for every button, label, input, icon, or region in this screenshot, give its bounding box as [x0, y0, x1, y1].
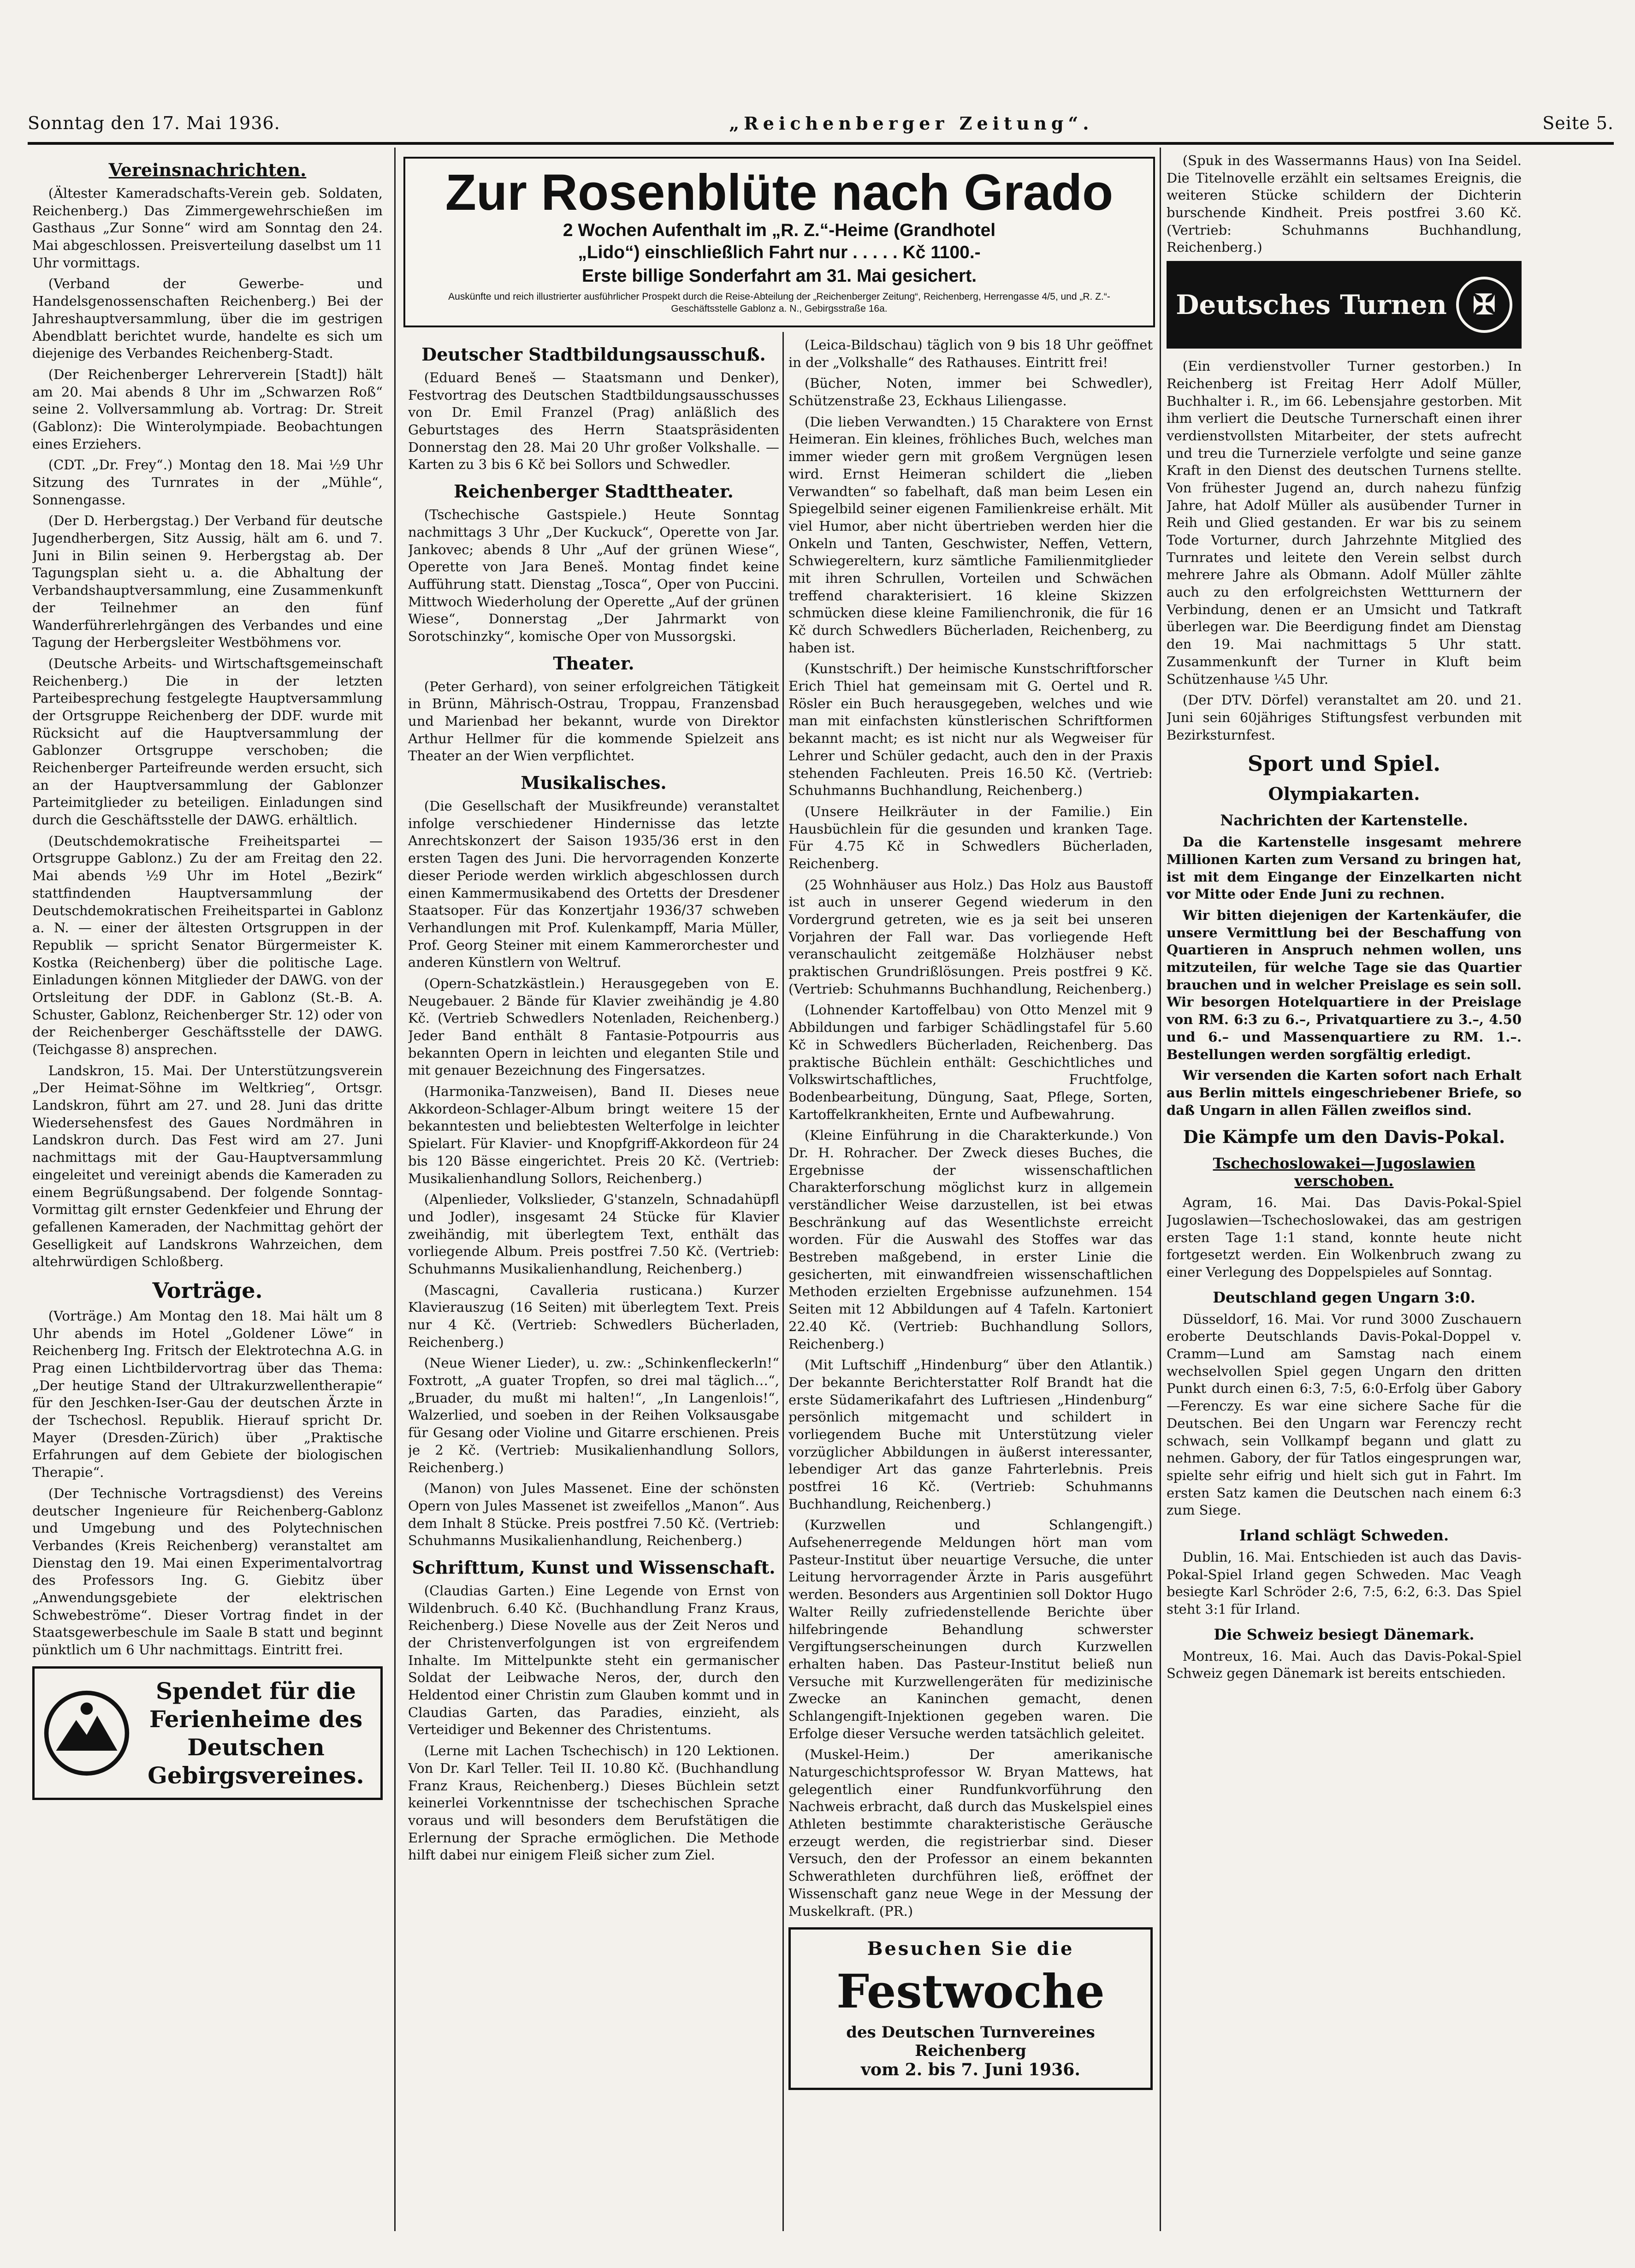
article-paragraph: Düsseldorf, 16. Mai. Vor rund 3000 Zuschauern eroberte Deutschlands Davis-Pokal-Doppel v. Cramm—Lund am Samstag nach einem wechselvollen Spiel gegen Ungarn den dritten Punkt durch einen 6:3, 7:5, 6:0-Erfolg über Gabory—Ferenczy. Es war eine sichere Sache für die Deutschen. Bei den Ungarn war Ferenczy recht schwach, sein Vollkampf begann und glatt zu nehmen. Gabory, der für Tatlos eingesprungen war, spielte sehr eifrig und hielt sich gut in Fahrt. Im ersten Satz kamen die Deutschen nach einem 6:3 zum Siege. [1167, 1311, 1522, 1518]
grado-ad-title: Zur Rosenblüte nach Grado [445, 164, 1114, 221]
article-paragraph: Montreux, 16. Mai. Auch das Davis-Pokal-Spiel Schweiz gegen Dänemark ist bereits entschieden. [1167, 1648, 1522, 1682]
section-heading-vortraege: Vorträge. [152, 1278, 263, 1303]
article-paragraph: (Alpenlieder, Volkslieder, G'stanzeln, Schnadahüpfl und Jodler), insgesamt 24 Stücke für Klavier zweihändig, mit überlegtem Text, enthält das vorliegende Album. Preis postfrei 7.50 Kč. (Vertrieb: Schuhmanns Musikalienhandlung, Reichenberg.) [408, 1191, 779, 1277]
article-paragraph: (25 Wohnhäuser aus Holz.) Das Holz aus Baustoff ist auch in unserer Gegend wiederum in den Vordergrund getreten, wie es ja seit bei unseren Vorjahren der Fall war. Das vorliegende Heft veranschaulicht zeitgemäße Holzhäuser nebst praktischen Grundrißlösungen. Preis postfrei 9 Kč. (Vertrieb: Schuhmanns Buchhandlung, Reichenberg.) [788, 876, 1153, 997]
article-paragraph: (Der DTV. Dörfel) veranstaltet am 20. und 21. Juni sein 60jähriges Stiftungsfest verbunden mit Bezirksturnfest. [1167, 692, 1522, 743]
article-paragraph: (Ältester Kameradschafts-Verein geb. Soldaten, Reichenberg.) Das Zimmergewehrschießen im Gasthaus „Zur Sonne“ wird am Sonntag den 24. Mai abgeschlossen. Preisverteilung daselbst um 11 Uhr vormittags. [32, 185, 383, 271]
article-paragraph: (Kurzwellen und Schlangengift.) Aufsehenerregende Meldungen hört man vom Pasteur-Institut über neuartige Versuche, die unter Leitung hervorragender Ärzte in Paris ausgeführt werden. Besonders aus Argentinien soll Doktor Hugo Walter Reilly zufriedenstellende Berichte über hilfebringende Behandlung schwerster Vergiftungserscheinungen durch Kurzwellen erhalten haben. Das Pasteur-Institut beließ nun Versuche mit Kurzwellengeräten für medizinische Zwecke an Kaninchen gemacht, denen Schlangengift-Injektionen gegeben waren. Die Erfolge dieser Versuche werden tatsächlich geleitet. [788, 1517, 1153, 1741]
page-header [28, 113, 1614, 145]
article-paragraph: (Die lieben Verwandten.) 15 Charaktere von Ernst Heimeran. Ein kleines, fröhliches Buch, welches man immer wieder gern mit großem Vergnügen lesen wird. Ernst Heimeran schildert die „lieben Verwandten“ so fabelhaft, daß man beim Lesen ein Spiegelbild seiner eigenen Familienkreise erhält. Mit viel Humor, aber nicht übertrieben werden hier die Onkeln und Tanten, Geschwister, Neffen, Vettern, Schwiegereltern, kurz sämtliche Familienmitglieder mit ihren Schrullen, Vorteilen und Schwächen treffend charakterisiert. 16 kleine Skizzen schmücken diese kleine Familienchronik, die für 16 Kč durch Schwedlers Bücherladen, Reichenberg, zu haben ist. [788, 414, 1153, 656]
turner-cross-icon: ✠ [1456, 277, 1512, 333]
column-4 [1167, 152, 1522, 2250]
article-paragraph: (Manon) von Jules Massenet. Eine der schönsten Opern von Jules Massenet ist zweifellos „Manon“. Aus dem Inhalt 8 Stücke. Preis postfrei 7.50 Kč. (Vertrieb: Schuhmanns Musikalienhandlung, Reichenberg.) [408, 1480, 779, 1549]
article-paragraph: (Unsere Heilkräuter in der Familie.) Ein Hausbüchlein für die gesunden und kranken Tage. Für 4.75 Kč in Schwedlers Bücherladen, Reichenberg. [788, 803, 1153, 871]
article-paragraph: (Lohnender Kartoffelbau) von Otto Menzel mit 9 Abbildungen und farbiger Schädlingstafel für 5.60 Kč in Schwedlers Bücherladen, Reichenberg. Das praktische Büchlein enthält: Geschichtliches und Volkswirtschaftliches, Fruchtfolge, Bodenbearbeitung, Düngung, Saat, Pflege, Sorten, Kartoffelkrankheiten, Ernte und Aufbewahrung. [788, 1002, 1153, 1122]
gebirgsverein-emblem-icon [43, 1689, 130, 1777]
deutsches-turnen-text: Deutsches Turnen [1176, 289, 1447, 321]
grado-travel-advertisement [403, 157, 1155, 327]
column-divider [782, 332, 784, 2231]
article-paragraph: (Leica-Bildschau) täglich von 9 bis 18 Uhr geöffnet in der „Volkshalle“ des Rathauses. Eintritt frei! [788, 337, 1153, 370]
section-heading-musikalisches: Musikalisches. [521, 772, 667, 794]
section-heading-vereinsnachrichten: Vereinsnachrichten. [108, 160, 307, 180]
ferienheime-ad-text: Spendet für die Ferienheime des Deutschen Gebirgsvereines. [148, 1677, 364, 1789]
grado-ad-subline: Erste billige Sonderfahrt am 31. Mai gesichert. [581, 266, 977, 286]
festwoche-ad-dates: vom 2. bis 7. Juni 1936. [861, 2060, 1080, 2080]
festwoche-advertisement [788, 1927, 1153, 2090]
column-divider [1160, 148, 1161, 2231]
article-paragraph: (Deutschdemokratische Freiheitspartei — Ortsgruppe Gablonz.) Zu der am Freitag den 22. Mai abends ½9 Uhr im Hotel „Bezirk“ stattfindenden Hauptversammlung der Deutschdemokratischen Freiheitspartei in Gablonz a. N. — einer der ältesten Ortsgruppen in der Republik — spricht Senator Bürgermeister K. Kostka (Reichenberg) über die politische Lage. Einladungen können Mitglieder der DAWG. von der Ortsleitung der DDF. in Gablonz (St.-B. A. Schuster, Gablonz, Reichenberger Str. 12) oder von der Reichenberger Geschäftsstelle der DAWG. (Teichgasse 8) ansprechen. [32, 833, 383, 1057]
header-masthead: „Reichenberger Zeitung“. [729, 113, 1094, 134]
article-paragraph: (Ein verdienstvoller Turner gestorben.) In Reichenberg ist Freitag Herr Adolf Müller, Buchhalter i. R., im 66. Lebensjahre gestorben. Mit ihm verliert die Deutsche Turnerschaft einen ihrer verdienstvollsten Mitarbeiter, der stets aufrecht und treu die Turnerziele verfolgte und seine ganze Kraft in den Dienst des deutschen Turnens stellte. Von frühester Jugend an, durch nahezu fünfzig Jahre, hat Adolf Müller als ausübender Turner in Reih und Glied gestanden. Er war bis zu seinem Tode Vorturner, durch Jahrzehnte Mitglied des Turnrates und leitete den Verein selbst durch mehrere Jahre als Obmann. Adolf Müller zählte auch zu den erfolgreichsten Wettturnern der Verbindung, denen er an Umsicht und Tatkraft überlegen war. Die Beerdigung findet am Dienstag den 19. Mai nachmittags 5 Uhr statt. Zusammenkunft der Turner in Kluft beim Schützenhause ¼5 Uhr. [1167, 358, 1522, 687]
article-paragraph: (Lerne mit Lachen Tschechisch) in 120 Lektionen. Von Dr. Karl Teller. Teil II. 10.80 Kč. (Buchhandlung Franz Kraus, Reichenberg.) Dieses Büchlein setzt keinerlei Vorkenntnisse der tschechischen Sprache voraus und will besonders dem Berufstätigen die Erlernung der Sprache ermöglichen. Die Methode hilft dabei nur einigem Fleiß sicher zum Ziel. [408, 1743, 779, 1863]
column-1 [32, 152, 383, 2250]
subheading-schweiz-daenemark: Die Schweiz besiegt Dänemark. [1214, 1625, 1475, 1643]
article-paragraph: (Mascagni, Cavalleria rusticana.) Kurzer Klavierauszug (16 Seiten) mit überlegtem Text. Preis nur 4 Kč. (Vertrieb: Schwedlers Bücherladen, Reichenberg.) [408, 1282, 779, 1350]
article-paragraph: (Spuk in des Wassermanns Haus) von Ina Seidel. Die Titelnovelle erzählt ein seltsames Ereignis, die weiteren Stücke schildern der Dichterin burschende Kindheit. Preis postfrei 3.60 Kč. (Vertrieb: Schuhmanns Buchhandlung, Reichenberg.) [1167, 153, 1522, 255]
section-heading-olympiakarten: Olympiakarten. [1268, 783, 1420, 805]
article-paragraph: (Bücher, Noten, immer bei Schwedler), Schützenstraße 23, Eckhaus Liliengasse. [788, 375, 1153, 409]
column-3 [788, 337, 1153, 2250]
article-paragraph: (Der D. Herbergstag.) Der Verband für deutsche Jugendherbergen, Sitz Aussig, hält am 6. und 7. Juni in Bilin seinen 9. Herbergstag ab. Der Tagungsplan sieht u. a. die Abhaltung der Verbandshauptversammlung, eine Zusammenkunft der Teilnehmer an den fünf Wanderführerlehrgängen des Verbandes und eine Tagung der Herbergsleiter Westböhmens vor. [32, 513, 383, 651]
article-paragraph: (Der Technische Vortragsdienst) des Vereins deutscher Ingenieure für Reichenberg-Gablonz und Umgebung und des Polytechnischen Verbandes (Kreis Reichenberg) veranstaltet am Dienstag den 19. Mai einen Experimentalvortrag des Professors Ing. G. Giebitz über „Anwendungsgebiete der elektrischen Schwebeströme“. Dieser Vortrag findet in der Staatsgewerbeschule im Saale B statt und beginnt pünktlich um 6 Uhr nachmittags. Eintritt frei. [32, 1485, 383, 1658]
article-paragraph: (Claudias Garten.) Eine Legende von Ernst von Wildenbruch. 6.40 Kč. (Buchhandlung Franz Kraus, Reichenberg.) Diese Novelle aus der Zeit Neros und der Christenverfolgungen ist von ergreifendem Inhalte. Im Mittelpunkte steht ein germanischer Soldat der Leibwache Neros, der, durch den Heldentod einer Christin zum Glauben kommt und in Claudias Garten, das Paradies, einzieht, als Verteidiger und Bekenner des Christentums. [408, 1582, 779, 1738]
article-paragraph: (Kleine Einführung in die Charakterkunde.) Von Dr. H. Rohracher. Der Zweck dieses Buches, die Ergebnisse der wissenschaftlichen Charakterforschung möglichst kurz in allgemein verständlicher Weise darzustellen, ist bei etwas Beschränkung auf das Wesentlichste erreicht worden. Für die Auswahl des Stoffes war das Bestreben maßgebend, in erster Linie die gesicherten, mit einwandfreien wissenschaftlichen Methoden erzielten Ergebnisse aufzunehmen. 154 Seiten mit 12 Abbildungen auf 4 Tafeln. Kartoniert 22.40 Kč. (Vertrieb: Buchhandlung Sollors, Reichenberg.) [788, 1127, 1153, 1352]
section-heading-stadttheater: Reichenberger Stadttheater. [454, 481, 734, 502]
article-paragraph: (Opern-Schatzkästlein.) Herausgegeben von E. Neugebauer. 2 Bände für Klavier zweihändig je 4.80 Kč. (Vertrieb Schwedlers Notenladen, Reichenberg.) Jeder Band enthält 8 Fantasie-Potpourris aus bekannten Opern in leichten und eleganten Stile und mit genauer Bezeichnung des Fingersatzes. [408, 975, 779, 1078]
article-paragraph: (Harmonika-Tanzweisen), Band II. Dieses neue Akkordeon-Schlager-Album bringt weitere 15 der bekanntesten und beliebtesten Welterfolge in leichter Spielart. Für Klavier- und Knopfgriff-Akkordeon für 24 bis 120 Bässe eingerichtet. Preis 20 Kč. (Vertrieb: Musikalienhandlung Sollors, Reichenberg.) [408, 1084, 779, 1186]
article-paragraph: (Tschechische Gastspiele.) Heute Sonntag nachmittags 3 Uhr „Der Kuckuck“, Operette von Jar. Jankovec; abends 8 Uhr „Auf der grünen Wiese“, Operette von Jara Beneš. Montag findet keine Aufführung statt. Dienstag „Tosca“, Oper von Puccini. Mittwoch Wiederholung der Operette „Auf der grünen Wiese“, Donnerstag „Der Jahrmarkt von Sorotschinzky“, komische Oper von Mussorgski. [408, 507, 779, 644]
article-paragraph: Landskron, 15. Mai. Der Unterstützungsverein „Der Heimat-Söhne im Weltkrieg“, Ortsgr. Landskron, führt am 27. und 28. Juni das dritte Wiedersehensfest des Gaues Nordmähren in Landskron durch. Das Fest wird am 27. Juni nachmittags mit der Gau-Hauptversammlung eingeleitet und vereinigt abends die Kameraden zu einem Begrüßungsabend. Der folgende Sonntag-Vormittag gilt ernster Gedenkfeier und Ehrung der gefallenen Kameraden, der Nachmittag gehört der Geselligkeit auf Landskrons Wahrzeichen, dem altehrwürdigen Schloßberg. [32, 1062, 383, 1270]
article-paragraph: (Vorträge.) Am Montag den 18. Mai hält um 8 Uhr abends im Hotel „Goldener Löwe“ in Reichenberg Ing. Fritsch der Elektrotechna A.G. in Prag einen Lichtbildervortrag über das Thema: „Der heutige Stand der Ultrakurzwellentherapie“ für den Jeschken-Iser-Gau der deutschen Ärzte in der Tschechosl. Republik. Hierauf spricht Dr. Mayer (Dresden-Zürich) über „Praktische Erfahrungen auf dem Gebiete der biologischen Therapie“. [32, 1308, 383, 1480]
grado-ad-footer: Auskünfte und reich illustrierter ausführlicher Prospekt durch die Reise-Abteilung der „Reichenberger Zeitung“, Reichenberg, Herrengasse 4/5, und „R. Z.“-Geschäftsstelle Gablonz a. N., Gebirgsstraße 16a. [448, 291, 1110, 314]
article-paragraph: (Deutsche Arbeits- und Wirtschaftsgemeinschaft Reichenberg.) Die in der letzten Parteibesprechung festgelegte Hauptversammlung der Ortsgruppe Reichenberg der DDF. wurde mit Rücksicht auf die Hauptversammlung der Gablonzer Ortsgruppe verschoben; die Reichenberger Parteifreunde werden ersucht, sich an der Hauptversammlung der Gablonzer Parteimitglieder zu beteiligen. Einladungen sind durch die Geschäftsstelle der DAWG. erhältlich. [32, 655, 383, 828]
festwoche-ad-line: des Deutschen Turnvereines Reichenberg [846, 2023, 1095, 2061]
article-paragraph: Dublin, 16. Mai. Entschieden ist auch das Davis-Pokal-Spiel Irland gegen Schweden. Mac Veagh besiegte Karl Schröder 2:6, 7:5, 6:2, 6:3. Das Spiel steht 3:1 für Irland. [1167, 1549, 1522, 1617]
subheading-irland-schweden: Irland schlägt Schweden. [1239, 1526, 1449, 1544]
article-paragraph: Wir versenden die Karten sofort nach Erhalt aus Berlin mittels eingeschriebener Briefe, so daß Ungarn in allen Fällen zweiflos sind. [1167, 1067, 1522, 1118]
section-heading-stadtbildungsausschuss: Deutscher Stadtbildungsausschuß. [421, 344, 766, 365]
section-heading-sport: Sport und Spiel. [1247, 751, 1441, 776]
article-paragraph: (Muskel-Heim.) Der amerikanische Naturgeschichtsprofessor W. Bryan Mattews, hat gelegentlich einer Rundfunkvorführung den Nachweis erbracht, daß durch das Muskelspiel eines Athleten bestimmte charakteristische Geräusche erzeugt werden, die registrierbar sind. Dieser Versuch, den der Professor an einem bekannten Schwerathleten durchführen ließ, eröffnet der Wissenschaft ganz neue Wege in der Messung der Muskelkraft. (PR.) [788, 1747, 1153, 1919]
festwoche-ad-line: Besuchen Sie die [867, 1938, 1074, 1960]
subheading-deutschland-ungarn: Deutschland gegen Ungarn 3:0. [1213, 1288, 1475, 1306]
grado-ad-line: 2 Wochen Aufenthalt im „R. Z.“-Heime (Grandhotel [563, 220, 996, 240]
article-paragraph: (CDT. „Dr. Frey“.) Montag den 18. Mai ½9 Uhr Sitzung des Turnrates in der „Mühle“, Sonnengasse. [32, 457, 383, 508]
header-page-number: Seite 5. [1542, 113, 1614, 133]
subheading-davis-pokal: Tschechoslowakei—Jugoslawien verschoben. [1213, 1155, 1475, 1190]
article-paragraph: (Der Reichenberger Lehrerverein [Stadt]) hält am 20. Mai abends 8 Uhr im „Schwarzen Roß“ seine 2. Vollversammlung ab. Vortrag: Dr. Streit (Gablonz): Die Winterolympiade. Beobachtungen eines Erziehers. [32, 366, 383, 452]
article-paragraph: (Peter Gerhard), von seiner erfolgreichen Tätigkeit in Brünn, Mährisch-Ostrau, Troppau, Franzensbad und Marienbad her bekannt, wurde von Direktor Arthur Hellmer für die kommende Spielzeit ans Theater an der Wien verpflichtet. [408, 678, 779, 764]
ferienheime-advertisement [32, 1666, 383, 1800]
section-heading-theater: Theater. [553, 652, 634, 674]
header-date: Sonntag den 17. Mai 1936. [28, 113, 280, 133]
article-paragraph: Wir bitten diejenigen der Kartenkäufer, die unsere Vermittlung bei der Beschaffung von Quartieren in Anspruch nehmen wollen, uns mitzuteilen, für welche Tage sie das Quartier brauchen und in welcher Preislage es sein soll. Wir besorgen Hotelquartiere in der Preislage von RM. 6:3 zu 6.–, Privatquartiere zu 3.–, 4.50 und 6.– und Massenquartiere zu RM. 1.–. Bestellungen werden sorgfältig erledigt. [1167, 907, 1522, 1062]
column-2 [408, 337, 779, 2250]
article-paragraph: (Kunstschrift.) Der heimische Kunstschriftforscher Erich Thiel hat gemeinsam mit G. Oertel und R. Rösler ein Buch herausgegeben, welches und wie man mit einfachsten künstlerischen Schriftformen bekannt macht; es ist nicht nur als Wegweiser für Lehrer und Schüler gedacht, auch den in der Praxis stehenden Fachleuten. Preis 16.50 Kč. (Vertrieb: Schuhmanns Buchhandlung, Reichenberg.) [788, 661, 1153, 799]
article-paragraph: (Verband der Gewerbe- und Handelsgenossenschaften Reichenberg.) Bei der Jahreshauptversammlung, über die im gestrigen Abendblatt berichtet wurde, handelte es sich um diejenige des Verbandes Reichenberg-Stadt. [32, 276, 383, 361]
column-divider [394, 148, 396, 2231]
deutsches-turnen-banner [1167, 261, 1522, 349]
article-paragraph: Da die Kartenstelle insgesamt mehrere Millionen Karten zum Versand zu bringen hat, ist mit dem Eingange der Einzelkarten nicht vor Mitte oder Ende Juni zu rechnen. [1167, 834, 1522, 902]
section-heading-schrifttum: Schrifttum, Kunst und Wissenschaft. [412, 1557, 776, 1578]
article-paragraph: Agram, 16. Mai. Das Davis-Pokal-Spiel Jugoslawien—Tschechoslowakei, das am gestrigen ersten Tage 1:1 stand, konnte heute nicht fortgesetzt werden. Ein Wolkenbruch zwang zu einer Verlegung des Doppelspieles auf Sonntag. [1167, 1195, 1522, 1280]
subheading-kartenstelle: Nachrichten der Kartenstelle. [1220, 811, 1468, 829]
section-heading-davis-pokal: Die Kämpfe um den Davis-Pokal. [1183, 1126, 1505, 1148]
article-paragraph: (Mit Luftschiff „Hindenburg“ über den Atlantik.) Der bekannte Berichterstatter Rolf Brandt hat die erste Südamerikafahrt des Luftriesen „Hindenburg“ persönlich mitgemacht und schildert in vorliegendem Buche mit Unterstützung vieler vorzüglicher Abbildungen in äußerst interessanter, lebendiger Art das ganze Fahrterlebnis. Preis postfrei 16 Kč. (Vertrieb: Schuhmanns Buchhandlung, Reichenberg.) [788, 1357, 1153, 1512]
festwoche-ad-title: Festwoche [836, 1964, 1105, 2019]
grado-ad-line: „Lido“) einschließlich Fahrt nur . . . . . Kč 1100.- [578, 243, 981, 263]
article-paragraph: (Neue Wiener Lieder), u. zw.: „Schinkenfleckerln!“ Foxtrott, „A guater Tropfen, so drei mal täglich…“, „Bruader, du mußt mi halten!“, „In Langenlois!“, Walzerlied, und soeben in der Reihen Volksausgabe für Gesang oder Violine und Gitarre erschienen. Preis je 2 Kč. (Vertrieb: Musikalienhandlung Sollors, Reichenberg.) [408, 1355, 779, 1475]
article-paragraph: (Die Gesellschaft der Musikfreunde) veranstaltet infolge verschiedener Hindernisse das letzte Anrechtskonzert der Saison 1935/36 erst in den ersten Tagen des Juni. Die hervorragenden Konzerte dieser Periode werden wirklich abgeschlossen durch einen Kammermusikabend des Ortetts der Dresdener Staatsoper. Für das Konzertjahr 1936/37 schweben Verhandlungen mit Prof. Kulenkampff, Maria Müller, Prof. Georg Steiner mit einem Kammerorchester und anderen Künstlern von Weltruf. [408, 798, 779, 971]
article-paragraph: (Eduard Beneš — Staatsmann und Denker), Festvortrag des Deutschen Stadtbildungsausschusses von Dr. Emil Franzel (Prag) anläßlich des Geburtstages des Herrn Staatspräsidenten Donnerstag den 28. Mai 20 Uhr großer Volkshalle. — Karten zu 3 bis 6 Kč bei Sollors und Schwedler. [408, 370, 779, 473]
